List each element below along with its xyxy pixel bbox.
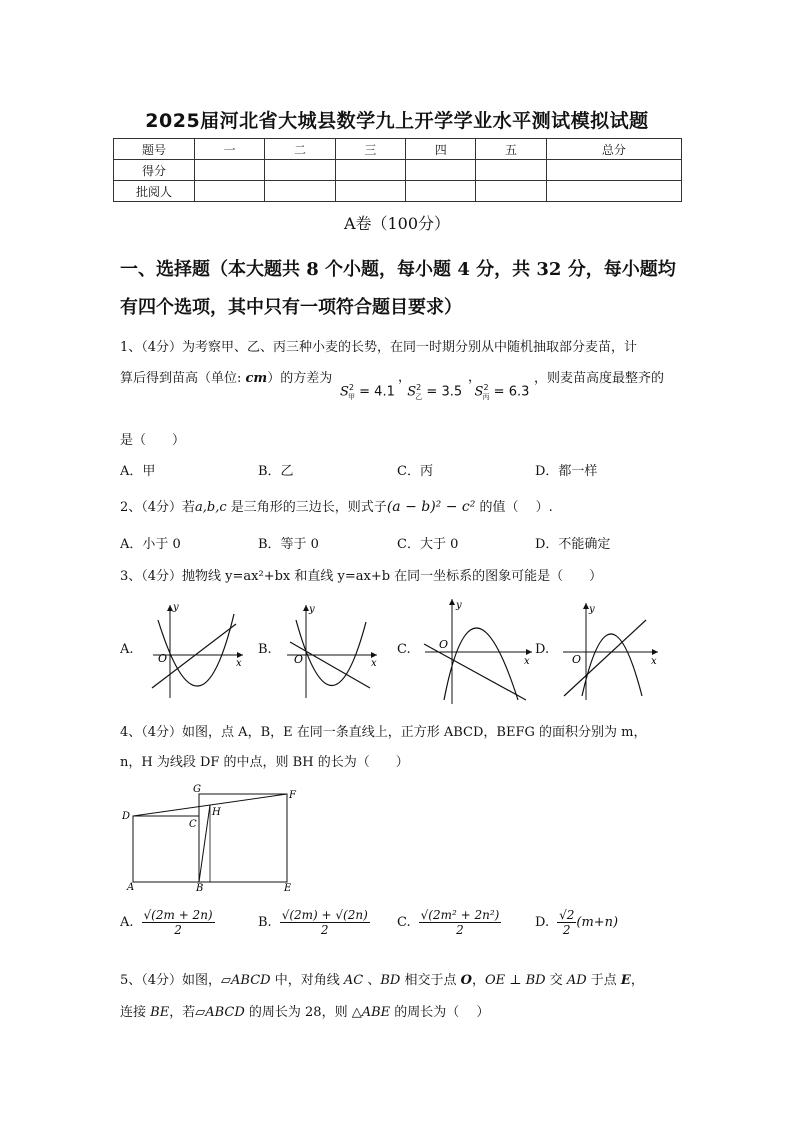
q2-mid: 是三角形的三边长，则式子 bbox=[226, 500, 387, 515]
table-cell: 一 bbox=[195, 139, 265, 160]
q3-option-b[interactable]: B. bbox=[258, 642, 272, 657]
q3-a-y-label: y bbox=[173, 602, 179, 613]
q1-s1: 4.1 bbox=[374, 384, 395, 400]
q3-graph-d bbox=[558, 600, 663, 702]
q4-option-d-tail: (m+n) bbox=[576, 915, 619, 930]
q4-point-e: E bbox=[284, 883, 292, 894]
score-table bbox=[113, 138, 682, 202]
q5-text: 于点 bbox=[586, 973, 621, 988]
table-cell bbox=[546, 160, 681, 181]
q2-option-b[interactable]: B．等于 0 bbox=[258, 537, 319, 552]
parallelogram-icon: ▱ bbox=[195, 1005, 206, 1020]
table-cell bbox=[195, 181, 265, 202]
q1-line1: 1、（4分）为考察甲、乙、丙三种小麦的长势，在同一时期分别从中随机抽取部分麦苗，计 bbox=[120, 340, 638, 355]
q2-prefix: 2、（4分）若 bbox=[120, 500, 196, 515]
q1-option-b[interactable]: B．乙 bbox=[258, 464, 294, 479]
table-cell: 三 bbox=[335, 139, 405, 160]
q3-graph-c bbox=[420, 596, 535, 706]
q4-option-d-label: D. bbox=[535, 915, 550, 930]
q4-option-b-denominator: 2 bbox=[320, 923, 329, 937]
q2-suffix: 的值（ ）. bbox=[475, 500, 553, 515]
q2-option-d[interactable]: D．不能确定 bbox=[535, 537, 611, 552]
q5-line2 bbox=[120, 1001, 489, 1020]
table-row bbox=[114, 139, 682, 160]
q4-option-a[interactable] bbox=[120, 908, 215, 937]
q5-text: ， bbox=[471, 973, 485, 988]
volume-heading: A卷（100分） bbox=[343, 214, 451, 233]
q4-point-a: A bbox=[127, 882, 135, 893]
q5-oe-perp-bd: OE ⊥ BD bbox=[484, 973, 546, 988]
q5-text: 、 bbox=[363, 973, 381, 988]
q4-point-h: H bbox=[212, 807, 221, 818]
q1-s3: 6.3 bbox=[508, 384, 530, 400]
q4-option-b[interactable] bbox=[258, 908, 370, 937]
q5-text: ，若 bbox=[169, 1005, 196, 1020]
page-title: 2025届河北省大城县数学九上开学学业水平测试模拟试题 bbox=[145, 110, 649, 132]
q4-point-c: C bbox=[189, 819, 197, 830]
q4-figure bbox=[118, 780, 308, 895]
q3-d-origin: O bbox=[572, 653, 582, 666]
q4-option-b-label: B. bbox=[258, 915, 272, 930]
q5-triangle-abe: △ABE bbox=[351, 1005, 391, 1020]
q3-a-x-label: x bbox=[236, 658, 242, 669]
q5-text: 的周长为（ ） bbox=[390, 1005, 490, 1020]
q1-option-d[interactable]: D．都一样 bbox=[535, 464, 598, 479]
q5-text: 的周长为 28，则 bbox=[244, 1005, 352, 1020]
q1-sub2: 乙 bbox=[415, 392, 423, 401]
q3-d-y-label: y bbox=[589, 604, 595, 615]
q3-a-origin: O bbox=[158, 652, 168, 665]
q1-comma-2: ， bbox=[468, 370, 482, 385]
q5-text: 交 bbox=[545, 973, 567, 988]
q2-line bbox=[120, 496, 553, 515]
q4-option-c-label: C. bbox=[397, 915, 411, 930]
q5-abcd-2: ABCD bbox=[205, 1005, 245, 1020]
table-cell: 批阅人 bbox=[114, 181, 195, 202]
q5-o: O bbox=[460, 973, 472, 988]
table-cell: 四 bbox=[406, 139, 476, 160]
table-row bbox=[114, 160, 682, 181]
q1-line2 bbox=[120, 367, 332, 386]
table-cell: 题号 bbox=[114, 139, 195, 160]
q2-vars: a,b,c bbox=[195, 500, 227, 515]
q5-ac: AC bbox=[343, 973, 364, 988]
q1-unit: cm bbox=[245, 371, 268, 386]
q3-c-y-label: y bbox=[456, 600, 462, 611]
table-cell bbox=[406, 181, 476, 202]
q1-text-b: ）的方差为 bbox=[267, 371, 333, 386]
q3-d-x-label: x bbox=[651, 656, 657, 667]
q1-s2: 3.5 bbox=[441, 384, 463, 400]
q3-c-origin: O bbox=[439, 638, 449, 651]
table-cell bbox=[476, 181, 546, 202]
q3-option-a[interactable]: A. bbox=[120, 642, 134, 657]
q5-text: 中，对角线 bbox=[270, 973, 344, 988]
q3-line: 3、（4分）抛物线 y=ax²+bx 和直线 y=ax+b 在同一坐标系的图象可能是（ ） bbox=[120, 569, 603, 584]
q1-text-c: ，则麦苗高度最整齐的 bbox=[534, 371, 665, 386]
q3-b-y-label: y bbox=[309, 604, 315, 615]
q3-graph-a bbox=[148, 600, 248, 700]
q1-option-a[interactable]: A．甲 bbox=[120, 464, 156, 479]
q4-option-c[interactable] bbox=[397, 908, 501, 937]
q1-option-c[interactable]: C．丙 bbox=[397, 464, 433, 479]
table-cell: 总分 bbox=[546, 139, 681, 160]
table-cell: 得分 bbox=[114, 160, 195, 181]
q3-b-origin: O bbox=[294, 653, 304, 666]
q3-option-c[interactable]: C. bbox=[397, 642, 411, 657]
table-cell: 二 bbox=[265, 139, 335, 160]
q2-option-a[interactable]: A．小于 0 bbox=[120, 537, 181, 552]
q4-point-d: D bbox=[122, 811, 131, 822]
q4-option-c-denominator: 2 bbox=[456, 923, 464, 937]
q5-text: ， bbox=[630, 973, 644, 988]
q4-option-a-denominator: 2 bbox=[174, 923, 182, 937]
table-cell bbox=[406, 160, 476, 181]
q5-line1 bbox=[120, 969, 644, 988]
q1-sub3: 丙 bbox=[482, 392, 490, 401]
q1-comma-1: ， bbox=[398, 370, 412, 385]
q4-point-g: G bbox=[193, 784, 201, 795]
table-cell bbox=[195, 160, 265, 181]
section-heading-line2: 有四个选项，其中只有一项符合题目要求） bbox=[120, 297, 462, 318]
q1-line3: 是（ ） bbox=[120, 433, 186, 448]
section-heading-line1: 一、选择题（本大题共 8 个小题，每小题 4 分，共 32 分，每小题均 bbox=[120, 259, 676, 280]
q4-option-d-denominator: 2 bbox=[562, 923, 571, 937]
q4-point-b: B bbox=[196, 883, 204, 894]
q5-bd: BD bbox=[380, 973, 401, 988]
q3-graph-b bbox=[282, 600, 382, 700]
q5-text: 5、（4分）如图， bbox=[120, 973, 222, 988]
q4-option-d[interactable] bbox=[535, 908, 618, 937]
q1-sub1: 甲 bbox=[348, 392, 355, 401]
q4-option-b-numerator: √(2m) + √(2n) bbox=[281, 908, 368, 922]
q5-e: E bbox=[620, 973, 631, 988]
table-cell bbox=[546, 181, 681, 202]
table-row bbox=[114, 181, 682, 202]
q3-c-x-label: x bbox=[524, 656, 530, 667]
table-cell bbox=[265, 181, 335, 202]
table-cell: 五 bbox=[476, 139, 546, 160]
q2-expr: (a − b)² − c² bbox=[386, 499, 476, 515]
q4-option-a-numerator: √(2m + 2n) bbox=[143, 908, 213, 922]
q4-line2: n，H 为线段 DF 的中点，则 BH 的长为（ ） bbox=[120, 755, 409, 770]
q4-option-d-numerator: √2 bbox=[559, 908, 575, 922]
q4-point-f: F bbox=[289, 790, 296, 801]
table-cell bbox=[265, 160, 335, 181]
q2-option-c[interactable]: C．大于 0 bbox=[397, 537, 459, 552]
q4-option-c-numerator: √(2m² + 2n²) bbox=[420, 908, 500, 922]
q1-variance-formulas: $S^2_甲 = 4.1$ $S^2_乙 = 3.5$ $S^2_丙 = 6.3$ bbox=[340, 383, 530, 401]
table-cell bbox=[335, 160, 405, 181]
q5-ad: AD bbox=[566, 973, 587, 988]
parallelogram-icon: ▱ bbox=[221, 973, 232, 988]
q4-option-a-label: A. bbox=[120, 915, 134, 930]
table-cell bbox=[335, 181, 405, 202]
q5-be: BE bbox=[150, 1005, 170, 1020]
q1-text-a: 算后得到苗高（单位: bbox=[120, 371, 246, 386]
q3-option-d[interactable]: D. bbox=[535, 642, 550, 657]
q4-line1: 4、（4分）如图，点 A，B，E 在同一条直线上，正方形 ABCD，BEFG 的面积分别为 m， bbox=[120, 725, 647, 740]
table-cell bbox=[476, 160, 546, 181]
q3-b-x-label: x bbox=[371, 658, 377, 669]
q5-abcd: ABCD bbox=[231, 973, 271, 988]
q5-text: 相交于点 bbox=[400, 973, 461, 988]
q5-text: 连接 bbox=[120, 1005, 151, 1020]
